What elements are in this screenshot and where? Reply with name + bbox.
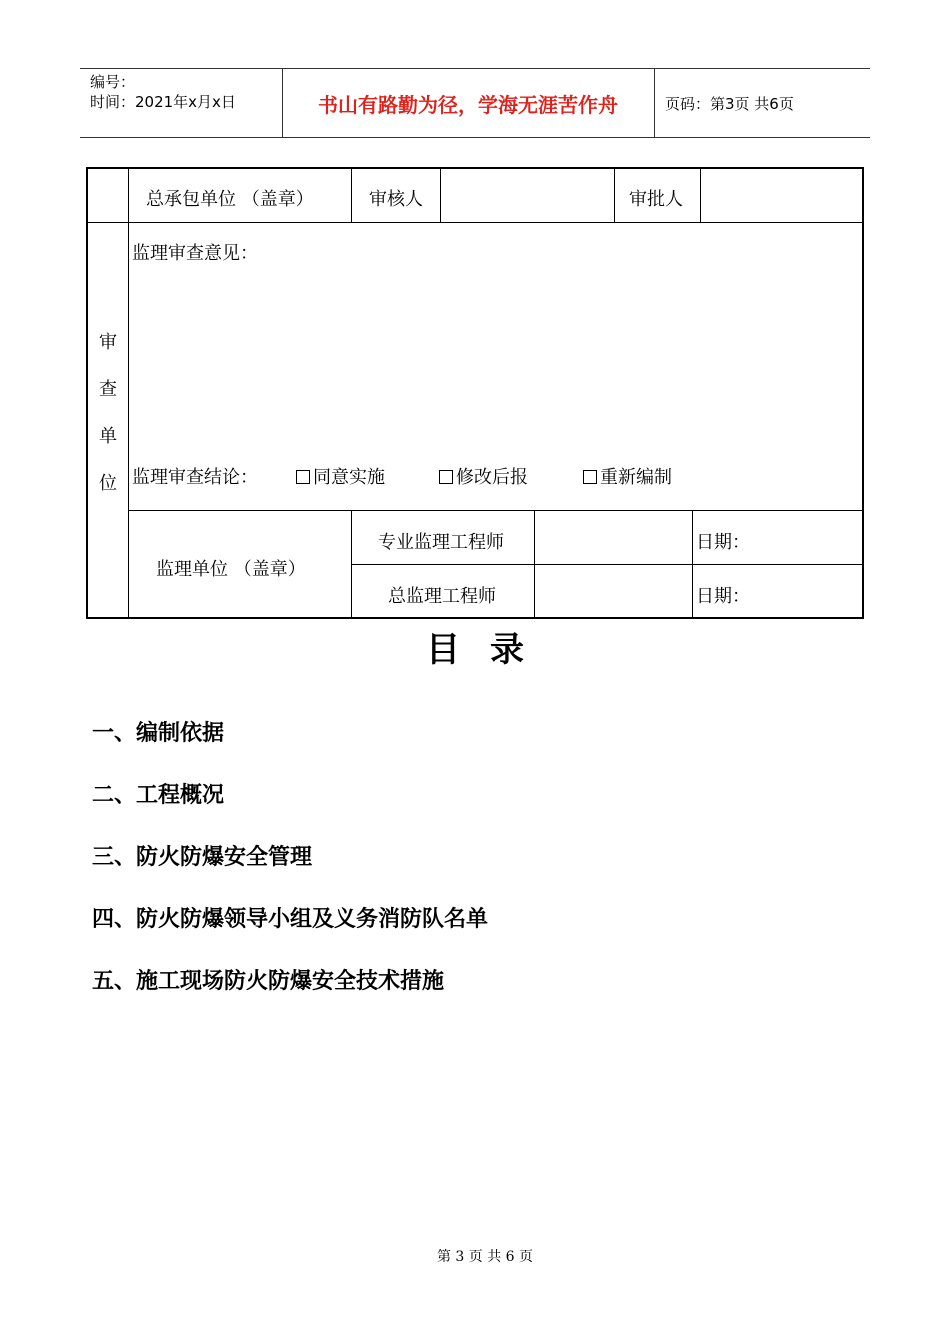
reviewer-signature-field[interactable]	[442, 179, 612, 213]
option-approve-checkbox[interactable]	[296, 463, 385, 489]
option-label: 同意实施	[313, 467, 385, 488]
specialist-engineer-label: 专业监理工程师	[378, 532, 504, 553]
number-label: 编号：	[90, 73, 136, 91]
opinion-label: 监理审查意见：	[132, 243, 258, 264]
page-header	[80, 68, 870, 138]
time-label: 时间：2021年x月x日	[90, 93, 236, 111]
date-label: 日期：	[696, 586, 750, 607]
option-revise-checkbox[interactable]	[439, 463, 528, 489]
toc-item[interactable]: 二、工程概况	[92, 783, 225, 808]
review-unit-char: 查	[99, 379, 117, 400]
review-unit-char: 单	[99, 426, 117, 447]
review-unit-char: 位	[99, 473, 117, 494]
option-label: 重新编制	[600, 467, 672, 488]
opinion-text-area[interactable]	[132, 265, 852, 455]
conclusion-label: 监理审查结论：	[132, 467, 258, 488]
approver-label: 审批人	[629, 189, 683, 210]
option-label: 修改后报	[456, 467, 528, 488]
option-redo-checkbox[interactable]	[583, 463, 672, 489]
toc-title: 目录	[426, 630, 554, 670]
review-unit-label	[88, 319, 128, 507]
header-page-info: 页码：第3页 共6页	[665, 94, 794, 113]
approval-form	[86, 167, 864, 619]
specialist-signature-field[interactable]	[536, 518, 690, 558]
chief-engineer-label: 总监理工程师	[388, 586, 496, 607]
chief-signature-field[interactable]	[536, 572, 690, 612]
review-unit-char: 审	[99, 332, 117, 353]
reviewer-label: 审核人	[369, 189, 423, 210]
toc-item[interactable]: 三、防火防爆安全管理	[92, 845, 313, 870]
checkbox-icon	[583, 470, 597, 484]
approver-signature-field[interactable]	[702, 179, 858, 213]
header-meta	[80, 69, 283, 137]
header-motto: 书山有路勤为径，学海无涯苦作舟	[282, 69, 655, 137]
date-label: 日期：	[696, 532, 750, 553]
page-footer: 第 3 页 共 6 页	[436, 1249, 534, 1265]
checkbox-icon	[439, 470, 453, 484]
checkbox-icon	[296, 470, 310, 484]
contractor-label: 总承包单位 （盖章）	[146, 189, 314, 210]
toc-item[interactable]: 四、防火防爆领导小组及义务消防队名单	[92, 907, 489, 932]
toc-item[interactable]: 一、编制依据	[92, 721, 225, 746]
supervisor-unit-label: 监理单位 （盖章）	[156, 559, 306, 580]
toc-item[interactable]: 五、施工现场防火防爆安全技术措施	[92, 969, 445, 994]
